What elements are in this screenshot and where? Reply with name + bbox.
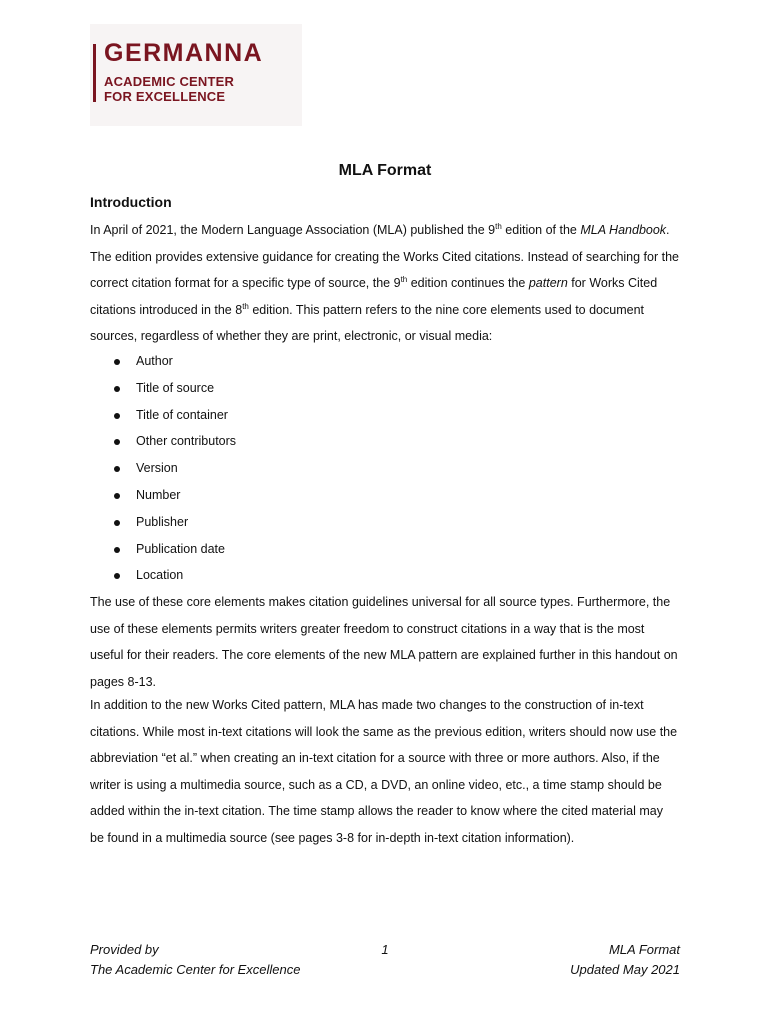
list-item bbox=[90, 482, 236, 509]
list-item-label: Publication date bbox=[136, 541, 225, 556]
list-item-label: Title of source bbox=[136, 380, 215, 395]
bullet-icon bbox=[114, 386, 120, 392]
core-elements-paragraph: The use of these core elements makes citation guidelines universal for all source types. Furthermore, the use of these elements permits writers greater freedom to construct citations in a way that is the most useful for their readers. The core elements of the new MLA pattern are explained further in this handout on pages 8-13. bbox=[90, 595, 678, 689]
superscript: th bbox=[400, 274, 408, 284]
list-item bbox=[90, 455, 236, 482]
logo-name: GERMANNA bbox=[104, 39, 264, 67]
text-run: edition continues the bbox=[407, 276, 529, 290]
list-item bbox=[90, 348, 236, 375]
text-run: In April of 2021, the Modern Language Association (MLA) published the 9 bbox=[90, 223, 496, 237]
list-item-label: Other contributors bbox=[136, 434, 237, 449]
bullet-icon bbox=[114, 520, 120, 526]
italic-term: pattern bbox=[528, 276, 568, 290]
text-run: for Works Cited citations introduced in the 8 bbox=[90, 276, 658, 317]
bullet-icon bbox=[114, 573, 120, 579]
list-item bbox=[90, 562, 236, 589]
list-item-label: Location bbox=[136, 568, 184, 583]
text-run: edition of the bbox=[501, 223, 581, 237]
footer-updated-date: Updated May 2021 bbox=[570, 962, 680, 977]
list-item bbox=[90, 428, 236, 455]
bullet-icon bbox=[114, 359, 120, 365]
intro-paragraph bbox=[90, 217, 680, 350]
footer-provider-name: The Academic Center for Excellence bbox=[90, 962, 301, 977]
logo-subtitle-line1: ACADEMIC CENTER bbox=[104, 74, 235, 89]
list-item-label: Publisher bbox=[136, 514, 189, 529]
page-number: 1 bbox=[381, 942, 389, 957]
list-item-label: Number bbox=[136, 487, 181, 502]
logo-subtitle-line2: FOR EXCELLENCE bbox=[104, 89, 226, 104]
core-elements-list bbox=[90, 348, 236, 589]
text-run: . The edition provides extensive guidance for creating the Works Cited citations. Instead of searching for the correct citation format for a specific type of source, the 9 bbox=[90, 223, 679, 290]
list-item-label: Title of container bbox=[136, 407, 228, 422]
list-item bbox=[90, 536, 236, 563]
bullet-icon bbox=[114, 413, 120, 419]
list-item-label: Author bbox=[136, 354, 173, 368]
in-text-citation-paragraph: In addition to the new Works Cited pattern, MLA has made two changes to the construction of in-text citations. While most in-text citations will look the same as the previous edition, writers should now use the abbreviation “et al.” when creating an in-text citation for a source with three or more authors. Also, if the writer is using a multimedia source, such as a CD, a DVD, an online video, etc., a time stamp should be added within the in-text citation. The time stamp allows the reader to know where the cited material may be found in a multimedia source (see pages 3-8 for in-depth in-text citation information). bbox=[90, 698, 678, 845]
footer-provided-by: Provided by bbox=[90, 942, 159, 957]
superscript: th bbox=[242, 301, 249, 311]
section-heading-introduction: Introduction bbox=[90, 194, 172, 210]
bullet-icon bbox=[114, 493, 120, 499]
italic-title: MLA Handbook bbox=[580, 223, 667, 237]
footer-right bbox=[480, 940, 680, 980]
footer-doc-title: MLA Format bbox=[608, 942, 680, 957]
logo-accent-bar bbox=[93, 44, 96, 102]
bullet-icon bbox=[114, 439, 120, 445]
footer-left bbox=[90, 940, 301, 980]
page-title: MLA Format bbox=[338, 162, 432, 179]
list-item-label: Version bbox=[136, 461, 178, 476]
list-item bbox=[90, 509, 236, 536]
text-run: edition. This pattern refers to the nine core elements used to document sources, regardless of whether they are print, electronic, or visual media: bbox=[90, 302, 644, 343]
list-item bbox=[90, 402, 236, 429]
list-item bbox=[90, 375, 236, 402]
germanna-logo bbox=[90, 24, 302, 126]
bullet-icon bbox=[114, 466, 120, 472]
superscript: th bbox=[495, 221, 502, 231]
bullet-icon bbox=[114, 547, 120, 553]
